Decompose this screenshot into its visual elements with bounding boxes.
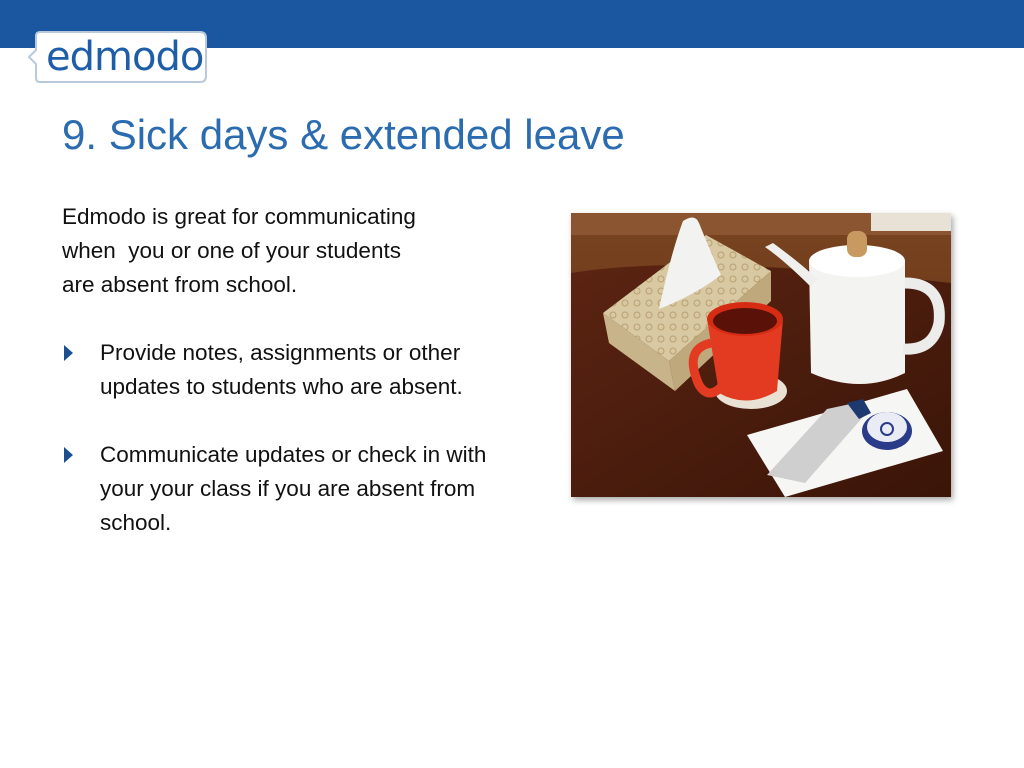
bullet-text: Communicate updates or check in with your your class if you are absent from school. bbox=[100, 442, 487, 535]
bullet-text: Provide notes, assignments or other updates to students who are absent. bbox=[100, 340, 463, 399]
logo-text: edmodo bbox=[46, 34, 204, 80]
sick-day-photo bbox=[571, 213, 951, 497]
edmodo-logo bbox=[28, 30, 208, 84]
list-item bbox=[62, 438, 512, 540]
bullet-list bbox=[62, 336, 512, 540]
triangle-bullet-icon bbox=[64, 447, 73, 463]
photo-illustration bbox=[571, 213, 951, 497]
slide-body bbox=[62, 200, 512, 574]
intro-paragraph: Edmodo is great for communicating when you or one of your students are absent from school. bbox=[62, 204, 416, 297]
page-title: 9. Sick days & extended leave bbox=[62, 111, 625, 158]
triangle-bullet-icon bbox=[64, 345, 73, 361]
list-item bbox=[62, 336, 512, 404]
